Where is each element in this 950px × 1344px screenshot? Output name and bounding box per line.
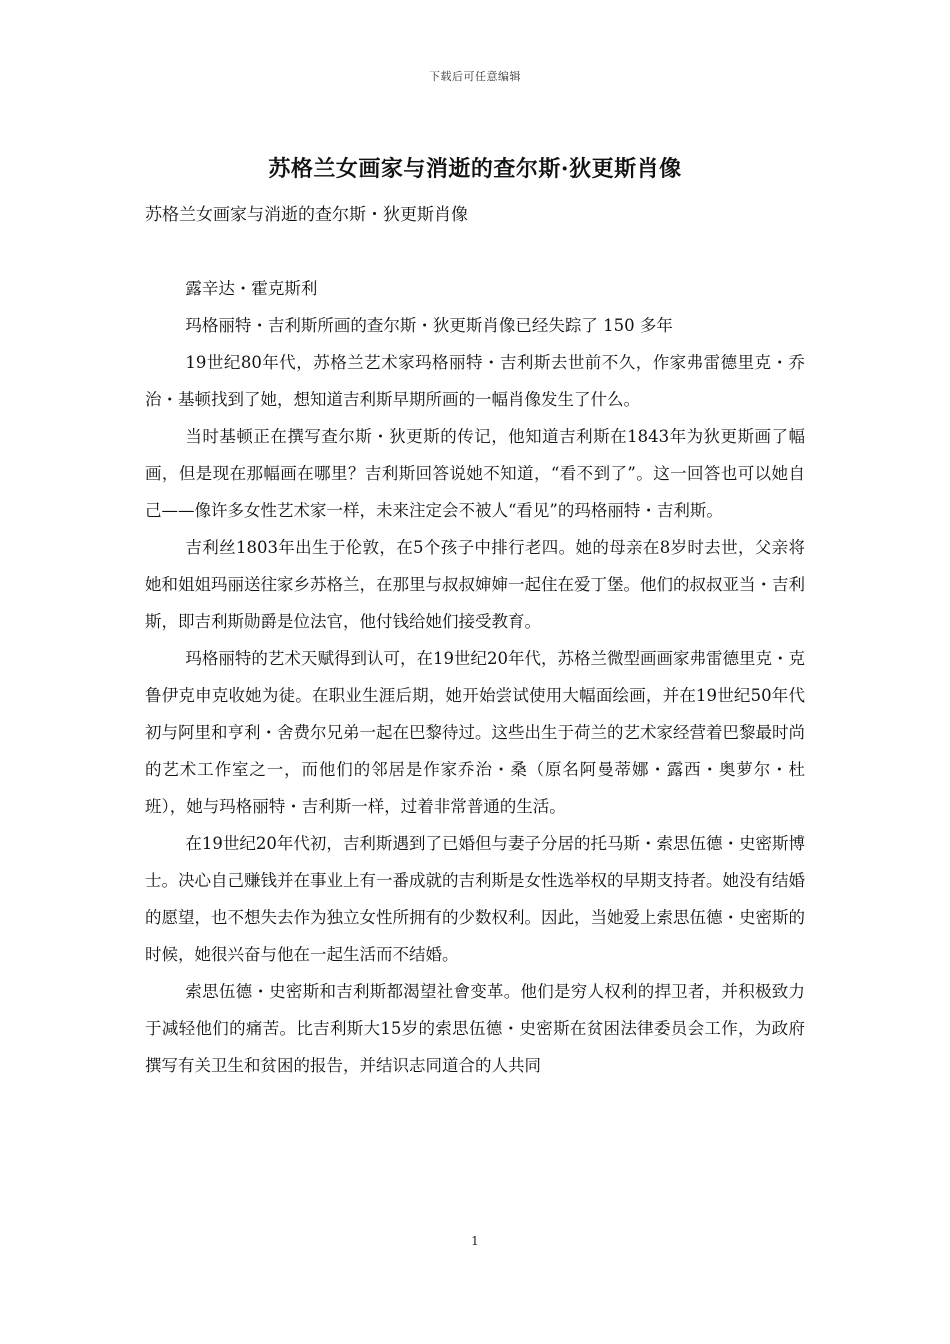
body-paragraph: 玛格丽特的艺术天赋得到认可，在19世纪20年代，苏格兰微型画画家弗雷德里克・克鲁伊克申克收她为徒。在职业生涯后期，她开始尝试使用大幅面绘画，并在19世纪50年代初与阿里和亨利・舍费尔兄弟一起在巴黎待过。这些出生于荷兰的艺术家经营着巴黎最时尚的艺术工作室之一，而他们的邻居是作家乔治・桑（原名阿曼蒂娜・露西・奥萝尔・杜班），她与玛格丽特・吉利斯一样，过着非常普通的生活。 [145,649,805,816]
document-title: 苏格兰女画家与消逝的查尔斯·狄更斯肖像 [268,156,682,182]
body-paragraph: 当时基顿正在撰写查尔斯・狄更斯的传记，他知道吉利斯在1843年为狄更斯画了幅画，但是现在那幅画在哪里？吉利斯回答说她不知道，“看不到了”。这一回答也可以她自己——像许多女性艺术家一样，未来注定会不被人“看见”的玛格丽特・吉利斯。 [145,427,805,520]
body-paragraph: 吉利丝1803年出生于伦敦，在5个孩子中排行老四。她的母亲在8岁时去世，父亲将她和姐姐玛丽送往家乡苏格兰，在那里与叔叔婶婶一起住在爱丁堡。他们的叔叔亚当・吉利斯，即吉利斯勋爵是位法官，他付钱给她们接受教育。 [145,538,805,631]
article-body [145,270,805,1084]
body-paragraph: 19世纪80年代，苏格兰艺术家玛格丽特・吉利斯去世前不久，作家弗雷德里克・乔治・基顿找到了她，想知道吉利斯早期所画的一幅肖像发生了什么。 [145,353,805,409]
body-paragraph: 索思伍德・史密斯和吉利斯都渴望社會变革。他们是穷人权利的捍卫者，并积极致力于减轻他们的痛苦。比吉利斯大15岁的索思伍德・史密斯在贫困法律委员会工作，为政府撰写有关卫生和贫困的报告，并结识志同道合的人共同 [145,982,805,1075]
document-subtitle: 苏格兰女画家与消逝的查尔斯・狄更斯肖像 [145,205,468,225]
page-number: 1 [471,1234,479,1248]
header-note: 下载后可任意编辑 [429,70,521,83]
author-line: 露辛达・霍克斯利 [185,279,318,298]
body-paragraph: 在19世纪20年代初，吉利斯遇到了已婚但与妻子分居的托马斯・索思伍德・史密斯博士。决心自己赚钱并在事业上有一番成就的吉利斯是女性选举权的早期支持者。她没有结婚的愿望，也不想失去作为独立女性所拥有的少数权利。因此，当她爱上索思伍德・史密斯的时候，她很兴奋与他在一起生活而不结婚。 [145,834,805,964]
lead-sentence: 玛格丽特・吉利斯所画的查尔斯・狄更斯肖像已经失踪了 150 多年 [185,316,673,335]
